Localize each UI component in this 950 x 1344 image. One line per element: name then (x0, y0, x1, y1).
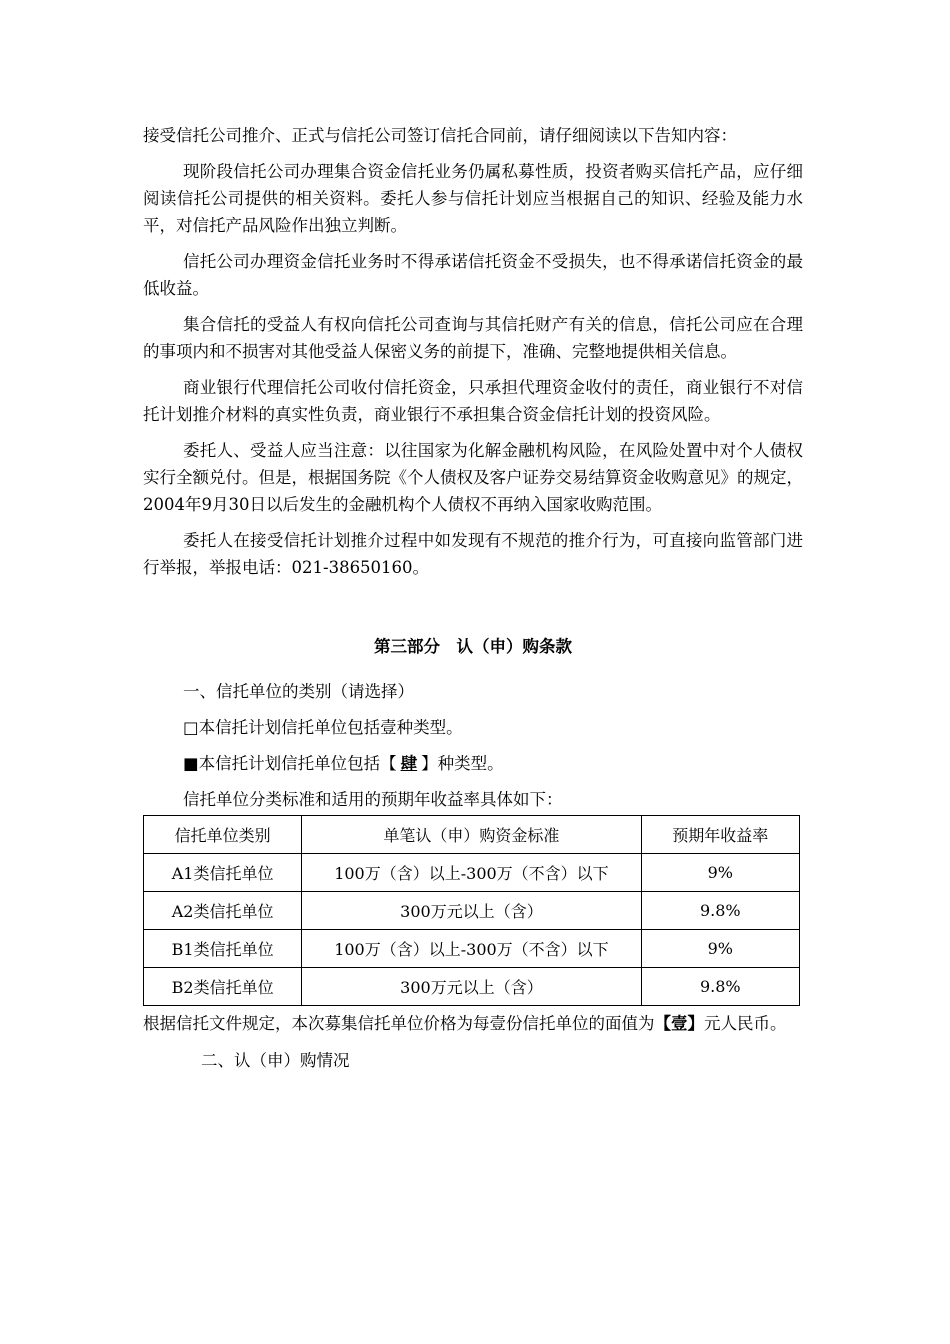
option-one-type: □本信托计划信托单位包括壹种类型。 (183, 718, 463, 737)
table-row (144, 968, 800, 1006)
option-suffix: 】种类型。 (421, 754, 504, 773)
table-header-cell: 信托单位类别 (144, 816, 302, 854)
document-page (143, 122, 803, 1074)
price-note-value: 【壹】 (654, 1014, 704, 1033)
price-note-prefix: 根据信托文件规定，本次募集信托单位价格为每壹份信托单位的面值为 (143, 1014, 655, 1033)
item-unit-types: 一、信托单位的类别（请选择） (183, 682, 414, 701)
table-cell: 9.8% (641, 892, 799, 930)
intro-paragraph: 接受信托公司推介、正式与信托公司签订信托合同前，请仔细阅读以下告知内容： (143, 126, 737, 145)
table-cell: A1类信托单位 (144, 854, 302, 892)
price-note-suffix: 元人民币。 (704, 1014, 787, 1033)
notice-paragraph-2: 信托公司办理资金信托业务时不得承诺信托资金不受损失，也不得承诺信托资金的最低收益。 (143, 252, 803, 298)
notice-paragraph-5: 委托人、受益人应当注意：以往国家为化解金融机构风险，在风险处置中对个人债权实行全额兑付。但是，根据国务院《个人债权及客户证券交易结算资金收购意见》的规定，2004年9月30日以后发生的金融机构个人债权不再纳入国家收购范围。 (143, 441, 803, 514)
table-cell: A2类信托单位 (144, 892, 302, 930)
table-cell: B1类信托单位 (144, 930, 302, 968)
table-cell: 100万（含）以上-300万（不含）以下 (302, 854, 641, 892)
table-cell: 300万元以上（含） (302, 892, 641, 930)
notice-paragraph-6: 委托人在接受信托计划推介过程中如发现有不规范的推介行为，可直接向监管部门进行举报，举报电话：021-38650160。 (143, 531, 803, 577)
notice-paragraph-1: 现阶段信托公司办理集合资金信托业务仍属私募性质，投资者购买信托产品，应仔细阅读信托公司提供的相关资料。委托人参与信托计划应当根据自己的知识、经验及能力水平，对信托产品风险作出独立判断。 (143, 162, 803, 235)
table-cell: 9.8% (641, 968, 799, 1006)
table-row (144, 854, 800, 892)
table-header-cell: 预期年收益率 (641, 816, 799, 854)
unit-class-table (143, 815, 800, 1006)
table-intro: 信托单位分类标准和适用的预期年收益率具体如下： (183, 790, 563, 809)
table-cell: 9% (641, 854, 799, 892)
table-header-row (144, 816, 800, 854)
table-cell: 9% (641, 930, 799, 968)
table-header-cell: 单笔认（申）购资金标准 (302, 816, 641, 854)
item-subscription: 二、认（申）购情况 (201, 1051, 350, 1070)
notice-paragraph-3: 集合信托的受益人有权向信托公司查询与其信托财产有关的信息，信托公司应在合理的事项内和不损害对其他受益人保密义务的前提下，准确、完整地提供相关信息。 (143, 315, 803, 361)
table-cell: 100万（含）以上-300万（不含）以下 (302, 930, 641, 968)
price-note (143, 1010, 803, 1037)
table-cell: B2类信托单位 (144, 968, 302, 1006)
option-value: 肆 (400, 754, 418, 773)
option-four-types (143, 751, 803, 777)
notice-paragraph-4: 商业银行代理信托公司收付信托资金，只承担代理资金收付的责任，商业银行不对信托计划推介材料的真实性负责，商业银行不承担集合资金信托计划的投资风险。 (143, 378, 803, 424)
section-title: 第三部分 认（申）购条款 (374, 637, 572, 656)
table-cell: 300万元以上（含） (302, 968, 641, 1006)
table-row (144, 930, 800, 968)
table-row (144, 892, 800, 930)
option-prefix: ■本信托计划信托单位包括【 (183, 754, 397, 773)
